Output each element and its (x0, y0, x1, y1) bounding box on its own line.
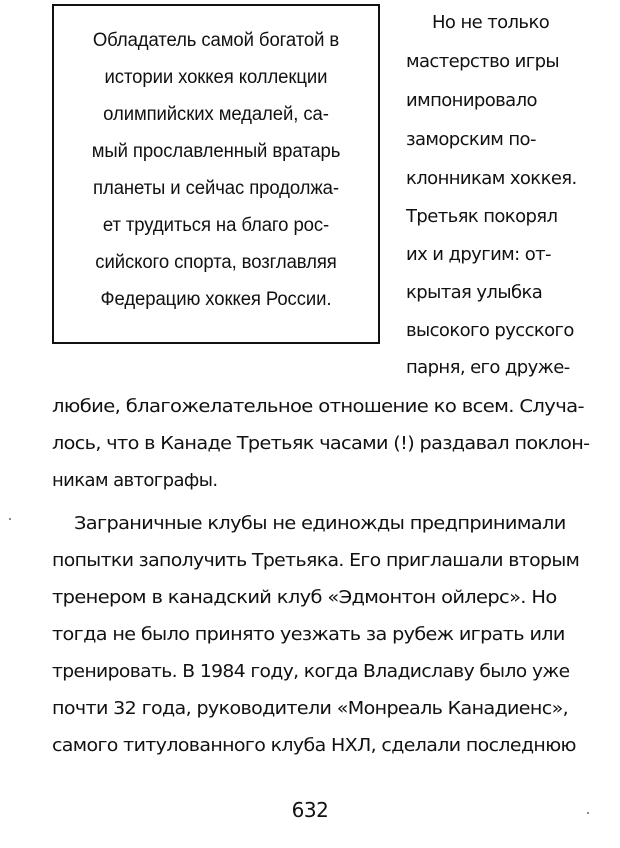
sidebar-line: Обладатель самой богатой в (92, 30, 340, 51)
right-column-line: высокого русского (406, 320, 574, 341)
text-line: тренировать. В 1984 году, когда Владиславу было уже (52, 661, 570, 682)
right-column-line: импонировало (406, 90, 537, 111)
text-line: никам автографы. (52, 470, 218, 491)
text-line: Заграничные клубы не единожды предпринимали (74, 513, 566, 534)
right-column-line: мастерство игры (406, 51, 560, 72)
sidebar-line: Федерацию хоккея России. (100, 289, 332, 310)
text-line: любие, благожелательное отношение ко всем. Случа- (52, 396, 584, 417)
text-line: тогда не было принято уезжать за рубеж играть или (52, 624, 565, 645)
right-column-line: клонникам хоккея. (406, 168, 577, 189)
right-column-line: их и другим: от- (406, 244, 551, 265)
right-column-line: парня, его друже- (406, 357, 570, 378)
text-line: почти 32 года, руководители «Монреаль Канадиенс», (52, 698, 569, 719)
right-column-line: крытая улыбка (406, 282, 543, 303)
page-number: 632 (291, 798, 329, 822)
sidebar-line: олимпийских медалей, са- (103, 104, 329, 125)
text-line: самого титулованного клуба НХЛ, сделали последнюю (52, 735, 576, 756)
scan-speck (587, 812, 589, 814)
sidebar-line: планеты и сейчас продолжа- (93, 178, 339, 199)
text-line: тренером в канадский клуб «Эдмонтон ойлерс». Но (52, 587, 557, 608)
sidebar-line: истории хоккея коллекции (104, 67, 328, 88)
right-column-line: заморским по- (406, 129, 536, 150)
right-column-line: Но не только (432, 12, 550, 33)
right-column-line: Третьяк покорял (406, 206, 558, 227)
scan-speck (9, 518, 11, 520)
text-line: лось, что в Канаде Третьяк часами (!) раздавал поклон- (52, 433, 590, 454)
sidebar-line: сийского спорта, возглавляя (95, 252, 337, 273)
text-line: попытки заполучить Третьяка. Его приглашали вторым (52, 550, 580, 571)
sidebar-quote-box (52, 4, 380, 344)
sidebar-line: мый прославленный вратарь (91, 141, 341, 162)
sidebar-line: ет трудиться на благо рос- (102, 215, 330, 236)
